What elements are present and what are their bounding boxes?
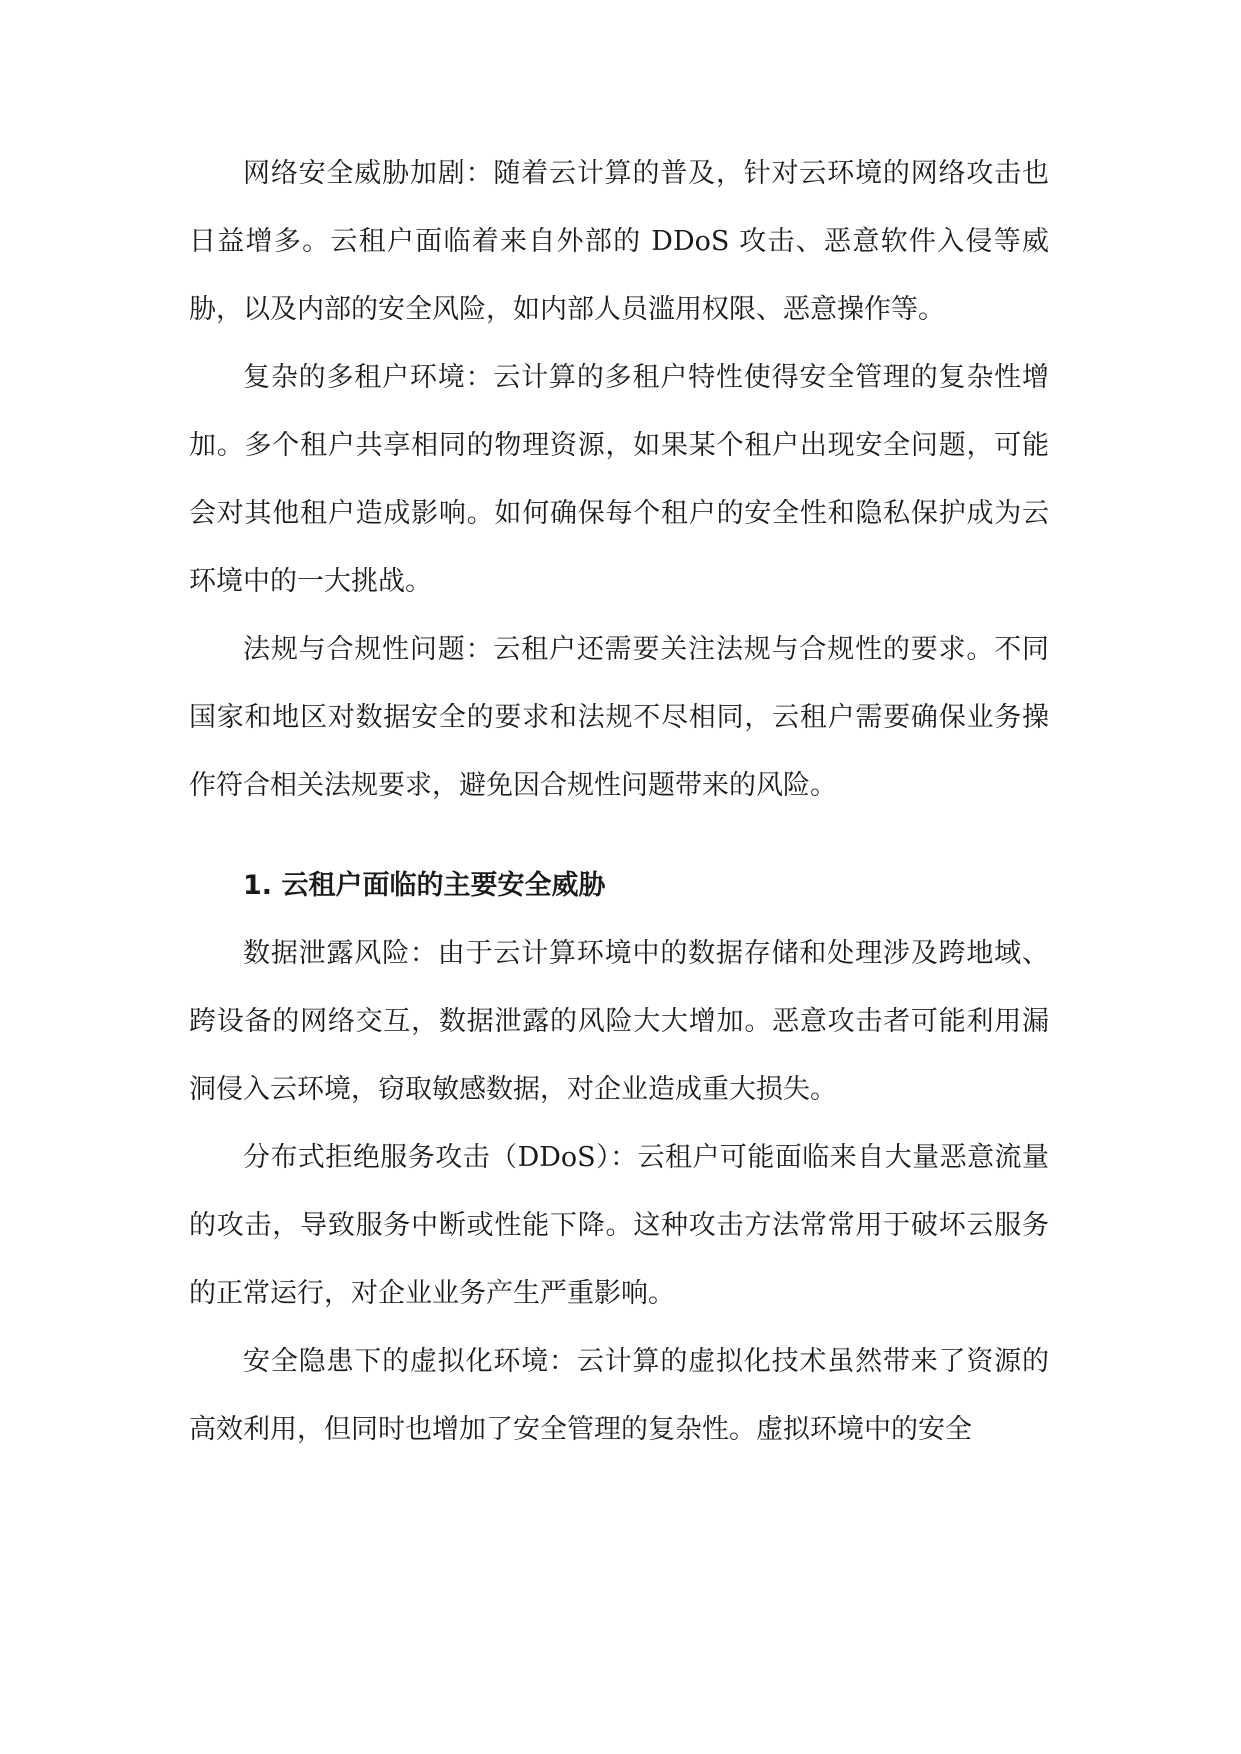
paragraph-multi-tenant: 复杂的多租户环境：云计算的多租户特性使得安全管理的复杂性增加。多个租户共享相同的物理资源，如果某个租户出现安全问题，可能会对其他租户造成影响。如何确保每个租户的安全性和隐私保护成为云环境中的一大挑战。 <box>189 362 1049 597</box>
paragraph-data-leak: 数据泄露风险：由于云计算环境中的数据存储和处理涉及跨地域、跨设备的网络交互，数据泄露的风险大大增加。恶意攻击者可能利用漏洞侵入云环境，窃取敏感数据，对企业造成重大损失。 <box>189 938 1049 1105</box>
section-heading: 1. 云租户面临的主要安全威胁 <box>243 870 606 901</box>
document-body <box>189 140 1049 1464</box>
paragraph-ddos: 分布式拒绝服务攻击（DDoS）：云租户可能面临来自大量恶意流量的攻击，导致服务中断或性能下降。这种攻击方法常常用于破坏云服务的正常运行，对企业业务产生严重影响。 <box>189 1142 1049 1309</box>
paragraph-compliance: 法规与合规性问题：云租户还需要关注法规与合规性的要求。不同国家和地区对数据安全的要求和法规不尽相同，云租户需要确保业务操作符合相关法规要求，避免因合规性问题带来的风险。 <box>189 634 1049 801</box>
paragraph-network-threats: 网络安全威胁加剧：随着云计算的普及，针对云环境的网络攻击也日益增多。云租户面临着来自外部的 DDoS 攻击、恶意软件入侵等威胁，以及内部的安全风险，如内部人员滥用权限、恶意操作等。 <box>189 158 1049 325</box>
paragraph-virtualization: 安全隐患下的虚拟化环境：云计算的虚拟化技术虽然带来了资源的高效利用，但同时也增加了安全管理的复杂性。虚拟环境中的安全 <box>189 1346 1049 1445</box>
